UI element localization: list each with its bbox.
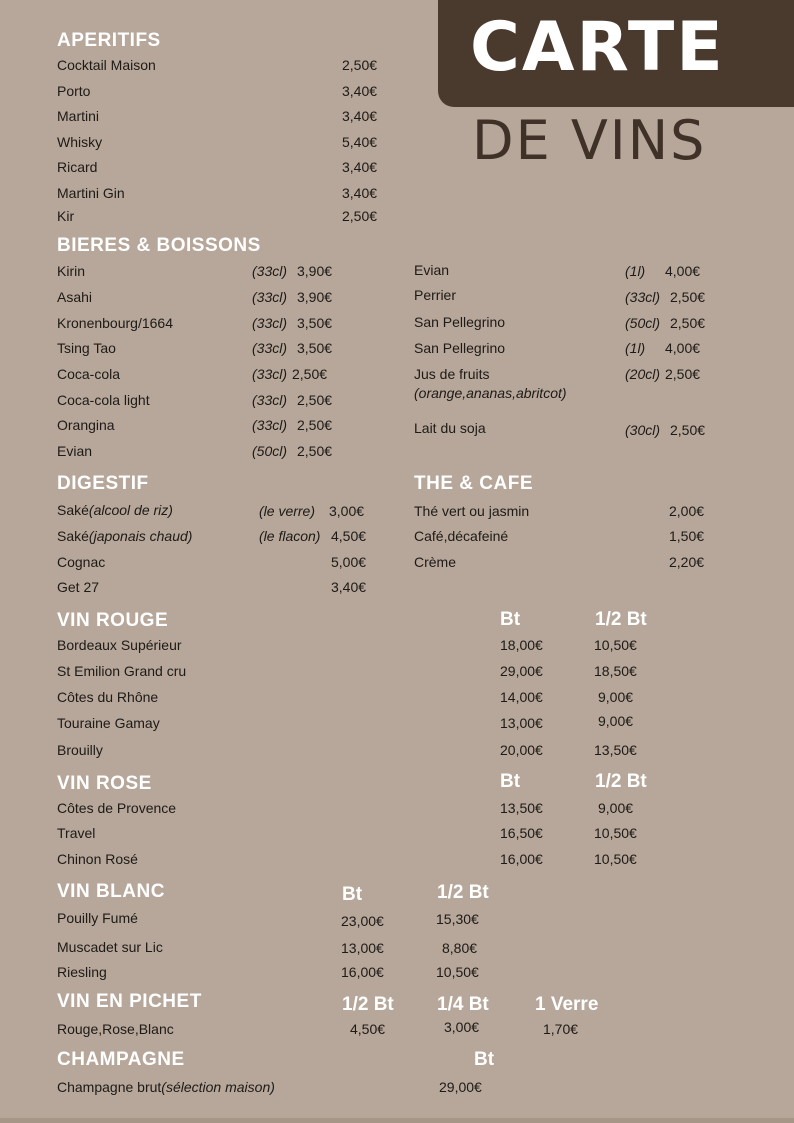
section-heading-vin-rose: VIN ROSE: [57, 773, 152, 794]
menu-item-name: Muscadet sur Lic: [57, 939, 163, 955]
menu-item-size: (1l): [625, 263, 646, 279]
menu-item-size: (le flacon): [259, 528, 321, 544]
menu-item-name: Porto: [57, 83, 91, 99]
menu-item-name: [57, 528, 192, 545]
menu-item-price: 2,50€: [292, 366, 328, 382]
menu-item-price: 1,70€: [543, 1021, 579, 1037]
menu-item-name: Kir: [57, 208, 75, 224]
menu-item-price: 10,50€: [594, 851, 637, 867]
menu-item-note: (orange,ananas,abritcot): [414, 385, 567, 401]
menu-item-price: 3,40€: [342, 108, 378, 124]
menu-item-size: (33cl): [252, 263, 288, 279]
menu-item-price: 2,50€: [670, 422, 706, 438]
menu-item-name: Crème: [414, 554, 457, 570]
menu-item-note: (alcool de riz): [88, 502, 173, 518]
menu-item-name: Côtes du Rhône: [57, 689, 159, 705]
menu-item-price: 4,00€: [665, 340, 701, 356]
menu-item-price: 29,00€: [439, 1079, 482, 1095]
menu-item-price: 4,50€: [331, 528, 367, 544]
menu-item-size: (33cl): [252, 315, 288, 331]
menu-item-name: Martini: [57, 108, 100, 124]
menu-item-size: (50cl): [252, 443, 288, 459]
menu-item-name: Brouilly: [57, 742, 103, 758]
menu-item-price: 13,00€: [500, 715, 543, 731]
column-header: 1/2 Bt: [595, 609, 647, 630]
menu-item-price: 13,00€: [341, 940, 384, 956]
menu-item-name: Ricard: [57, 159, 98, 175]
section-heading-vin-pichet: VIN EN PICHET: [57, 991, 202, 1012]
menu-item-name: Asahi: [57, 289, 93, 305]
menu-item-price: 3,00€: [444, 1019, 480, 1035]
menu-item-name: Cocktail Maison: [57, 57, 156, 73]
menu-item-price: 10,50€: [594, 637, 637, 653]
menu-item-name: Evian: [57, 443, 93, 459]
menu-item-name: San Pellegrino: [414, 314, 506, 330]
menu-item-size: (33cl): [625, 289, 661, 305]
menu-item-price: 18,50€: [594, 663, 637, 679]
menu-item-name: Coca-cola light: [57, 392, 150, 408]
menu-item-price: 3,40€: [342, 159, 378, 175]
menu-item-name: Jus de fruits: [414, 366, 490, 382]
menu-item-name: Café,décafeiné: [414, 528, 509, 544]
menu-item-size: (33cl): [252, 392, 288, 408]
menu-item-name: Cognac: [57, 554, 106, 570]
menu-item-name: Whisky: [57, 134, 103, 150]
menu-item-size: (33cl): [252, 289, 288, 305]
menu-item-price: 2,50€: [670, 289, 706, 305]
menu-item-name: Thé vert ou jasmin: [414, 503, 530, 519]
menu-item-name: Martini Gin: [57, 185, 125, 201]
menu-item-price: 2,20€: [669, 554, 705, 570]
menu-item-name: Chinon Rosé: [57, 851, 138, 867]
menu-item-price: 14,00€: [500, 689, 543, 705]
menu-item-price: 8,80€: [442, 940, 478, 956]
menu-item-size: (50cl): [625, 315, 661, 331]
menu-item-price: 3,00€: [329, 503, 365, 519]
menu-item-price: 3,50€: [297, 340, 333, 356]
section-heading-bieres: BIERES & BOISSONS: [57, 235, 261, 256]
menu-item-name: Travel: [57, 825, 96, 841]
menu-item-name: Kirin: [57, 263, 86, 279]
menu-item-price: 23,00€: [341, 913, 384, 929]
menu-item-price: 4,50€: [350, 1021, 386, 1037]
menu-item-price: 5,00€: [331, 554, 367, 570]
menu-item-price: 5,40€: [342, 134, 378, 150]
menu-item-price: 3,90€: [297, 289, 333, 305]
menu-item-price: 2,50€: [665, 366, 701, 382]
column-header: 1 Verre: [535, 994, 599, 1015]
page-subtitle: DE VINS: [472, 109, 707, 172]
menu-item-size: (30cl): [625, 422, 661, 438]
menu-item-price: 3,50€: [297, 315, 333, 331]
menu-item-name: Evian: [414, 262, 450, 278]
column-header: 1/2 Bt: [342, 994, 394, 1015]
menu-item-price: 3,90€: [297, 263, 333, 279]
menu-item-price: 16,50€: [500, 825, 543, 841]
column-header: Bt: [500, 771, 521, 792]
page-title: CARTE: [470, 8, 725, 87]
menu-item-name: St Emilion Grand cru: [57, 663, 187, 679]
menu-item-price: 10,50€: [594, 825, 637, 841]
menu-item-name: Kronenbourg/1664: [57, 315, 173, 331]
menu-item-name: [57, 1079, 275, 1096]
menu-item-price: 13,50€: [500, 800, 543, 816]
column-header: Bt: [342, 884, 363, 905]
menu-item-size: (le verre): [259, 503, 316, 519]
menu-item-price: 2,50€: [297, 392, 333, 408]
menu-item-name: Coca-cola: [57, 366, 121, 382]
menu-item-price: 3,40€: [331, 579, 367, 595]
menu-item-price: 2,50€: [670, 315, 706, 331]
menu-item-size: (33cl): [252, 417, 288, 433]
menu-item-price: 18,00€: [500, 637, 543, 653]
menu-item-price: 20,00€: [500, 742, 543, 758]
menu-item-name-text: Saké: [57, 528, 89, 544]
bottom-border: [0, 1118, 794, 1123]
menu-item-name: Tsing Tao: [57, 340, 116, 356]
menu-item-size: (20cl): [625, 366, 661, 382]
section-heading-the-cafe: THE & CAFE: [414, 473, 533, 494]
menu-item-price: 13,50€: [594, 742, 637, 758]
section-heading-aperitifs: APERITIFS: [57, 30, 161, 51]
menu-item-name: Touraine Gamay: [57, 715, 160, 731]
column-header: 1/4 Bt: [437, 994, 489, 1015]
menu-item-note: (sélection maison): [161, 1079, 275, 1095]
column-header: 1/2 Bt: [437, 882, 489, 903]
column-header: Bt: [474, 1049, 495, 1070]
section-heading-digestif: DIGESTIF: [57, 473, 149, 494]
section-heading-vin-rouge: VIN ROUGE: [57, 610, 169, 631]
menu-item-note: (japonais chaud): [88, 528, 193, 544]
menu-item-name: Côtes de Provence: [57, 800, 177, 816]
column-header: 1/2 Bt: [595, 771, 647, 792]
menu-item-price: 1,50€: [669, 528, 705, 544]
section-heading-vin-blanc: VIN BLANC: [57, 881, 165, 902]
menu-item-price: 10,50€: [436, 964, 479, 980]
menu-item-name: Rouge,Rose,Blanc: [57, 1021, 174, 1037]
menu-item-price: 29,00€: [500, 663, 543, 679]
menu-item-price: 9,00€: [598, 689, 634, 705]
section-heading-champagne: CHAMPAGNE: [57, 1049, 185, 1070]
menu-item-name: San Pellegrino: [414, 340, 506, 356]
menu-item-price: 2,00€: [669, 503, 705, 519]
menu-item-price: 9,00€: [598, 713, 634, 729]
menu-item-price: 9,00€: [598, 800, 634, 816]
column-header: Bt: [500, 609, 521, 630]
menu-item-name: Orangina: [57, 417, 115, 433]
menu-item-name: Perrier: [414, 287, 457, 303]
menu-item-name: Get 27: [57, 579, 100, 595]
menu-item-size: (33cl): [252, 366, 288, 382]
menu-item-price: 3,40€: [342, 185, 378, 201]
menu-item-name: Riesling: [57, 964, 107, 980]
menu-item-price: 4,00€: [665, 263, 701, 279]
menu-item-name-text: Saké: [57, 502, 89, 518]
menu-item-size: (1l): [625, 340, 646, 356]
menu-item-name: Bordeaux Supérieur: [57, 637, 182, 653]
menu-item-price: 2,50€: [297, 417, 333, 433]
menu-item-size: (33cl): [252, 340, 288, 356]
menu-item-name-text: Champagne brut: [57, 1079, 162, 1095]
menu-item-price: 2,50€: [342, 57, 378, 73]
menu-item-price: 3,40€: [342, 83, 378, 99]
menu-item-price: 15,30€: [436, 911, 479, 927]
title-banner: [438, 0, 794, 107]
menu-item-name: [57, 502, 173, 519]
menu-item-price: 16,00€: [341, 964, 384, 980]
menu-item-price: 2,50€: [342, 208, 378, 224]
menu-item-name: Lait du soja: [414, 420, 486, 436]
menu-item-name: Pouilly Fumé: [57, 910, 138, 926]
menu-item-price: 2,50€: [297, 443, 333, 459]
menu-item-price: 16,00€: [500, 851, 543, 867]
